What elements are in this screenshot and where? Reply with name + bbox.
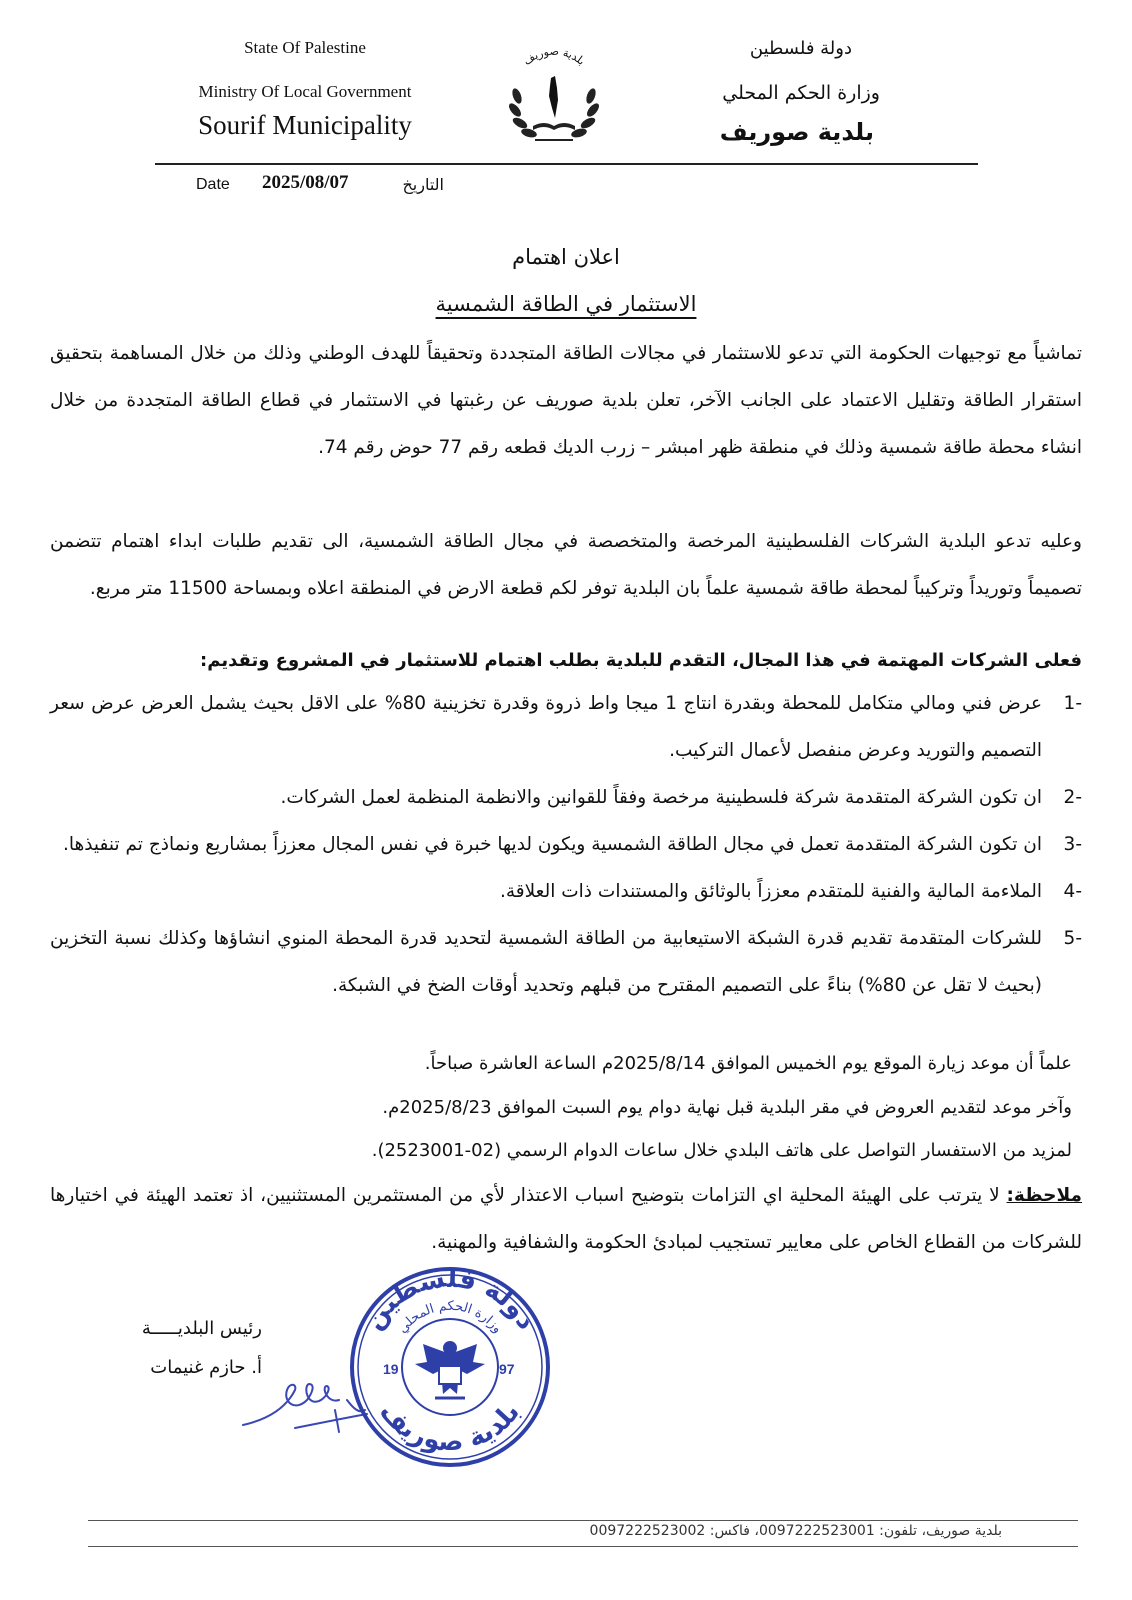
footer-contact: بلدية صوريف، تلفون: 0097222523001، فاكس: 0097222523002 (589, 1523, 1002, 1539)
header-divider (155, 163, 978, 165)
date-label-en: Date (196, 176, 230, 193)
item-number: -1 (1063, 693, 1082, 714)
intro-paragraph: تماشياً مع توجيهات الحكومة التي تدعو للاستثمار في مجالات الطاقة المتجددة وتحقيقاً للهدف الوطني وذلك من خلال المساهمة بتحقيق استقرار الطاقة وتقليل الاعتماد على الجانب الآخر، تعلن بلدية صوريف عن رغبتها في الاستثمار في قطاع الطاقة المتجددة من خلال انشاء محطة طاقة شمسية وذلك في منطقة ظهر امبشر – زرب الديك قطعه رقم 77 حوض رقم 74. (50, 343, 1082, 458)
signatory-title: رئيس البلديـــــة (141, 1318, 262, 1339)
remark-text: لا يترتب على الهيئة المحلية اي التزامات بتوضيح اسباب الاعتذار لأي من المستثمرين المستثنيين، اذ تعتمد الهيئة في اختيارها للشركات من القطاع الخاص على معايير تستجيب لمبادئ الحكومة والشفافية والمهنية. (50, 1185, 1082, 1253)
eagle-emblem-icon (415, 1341, 485, 1398)
item-text: عرض فني ومالي متكامل للمحطة وبقدرة انتاج 1 ميجا واط ذروة وقدرة تخزينية 80% على الاقل بحيث يشمل العرض عرض سعر التصميم والتوريد وعرض منفصل لأعمال التركيب. (50, 693, 1042, 761)
header-ar-ministry: وزارة الحكم المحلي (722, 82, 880, 104)
item-number: -2 (1063, 787, 1082, 808)
item-number: -3 (1063, 834, 1082, 855)
date-value: 2025/08/07 (262, 172, 349, 193)
invitation-paragraph: وعليه تدعو البلدية الشركات الفلسطينية المرخصة والمتخصصة في مجال الطاقة الشمسية، الى تقديم طلبات ابداء اهتمام تتضمن تصميماً وتوريداً وتركيباً لمحطة طاقة شمسية علماً بان البلدية توفر لكم قطعة الارض في المنطقة اعلاه وبمساحة 11500 متر مربع. (50, 531, 1082, 599)
stamp-year-right: 97 (499, 1361, 515, 1377)
item-text: للشركات المتقدمة تقديم قدرة الشبكة الاستيعابية من الطاقة الشمسية لتحديد قدرة المحطة المنوي انشاؤها وكذلك نسبة التخزين (بحيث لا تقل عن 80%) بناءً على التصميم المقترح من قبلهم وتحديد أوقات الضخ في الشبكة. (50, 928, 1042, 996)
footer-divider-bottom (88, 1546, 1078, 1547)
item-number: -4 (1063, 881, 1082, 902)
remark-label: ملاحظة: (1006, 1185, 1082, 1206)
list-item (50, 821, 1082, 868)
list-item (50, 680, 1082, 774)
list-item (50, 774, 1082, 821)
stamp-year-left: 19 (383, 1361, 399, 1377)
requirements-list (50, 680, 1082, 1009)
list-item (50, 915, 1082, 1009)
header-en-state: State Of Palestine (244, 38, 366, 57)
signatory-name: أ. حازم غنيمات (150, 1357, 262, 1378)
subtitle-text: الاستثمار في الطاقة الشمسية (435, 292, 697, 316)
date-label-ar: التاريخ (402, 175, 444, 194)
municipality-logo (495, 38, 613, 148)
stamp-inner-text: وزارة الحكم المحلي (395, 1298, 506, 1337)
remark-paragraph (50, 1172, 1082, 1266)
official-stamp (345, 1262, 555, 1472)
svg-text:بلدية صوريف (521, 45, 588, 68)
stamp-top-text: دولة فلسطين (358, 1263, 542, 1336)
deadline-note: وآخر موعد لتقديم العروض في مقر البلدية قبل نهاية دوام يوم السبت الموافق 2025/8/23م. (382, 1097, 1072, 1118)
announcement-subtitle (0, 292, 1132, 316)
announcement-title: اعلان اهتمام (512, 245, 620, 269)
header-en-ministry: Ministry Of Local Government (198, 82, 412, 101)
site-visit-note: علماً أن موعد زيارة الموقع يوم الخميس الموافق 2025/8/14م الساعة العاشرة صباحاً. (424, 1053, 1072, 1074)
logo-text: بلدية صوريف (520, 44, 588, 68)
item-text: ان تكون الشركة المتقدمة تعمل في مجال الطاقة الشمسية ويكون لديها خبرة في نفس المجال معززاً بمشاريع ونماذج تم تنفيذها. (62, 834, 1042, 855)
contact-note: لمزيد من الاستفسار التواصل على هاتف البلدي خلال ساعات الدوام الرسمي (02-2523001). (371, 1140, 1072, 1161)
call-to-companies: فعلى الشركات المهتمة في هذا المجال، التقدم للبلدية بطلب اهتمام للاستثمار في المشروع وتقديم: (200, 650, 1082, 671)
item-text: الملاءمة المالية والفنية للمتقدم معززاً بالوثائق والمستندات ذات العلاقة. (499, 881, 1042, 902)
header-en-municipality: Sourif Municipality (198, 110, 412, 140)
stamp-bottom-text: بلدية صوريف (373, 1396, 527, 1458)
header-ar-municipality: بلدية صوريف (719, 118, 874, 146)
header-ar-state: دولة فلسطين (749, 38, 852, 59)
item-number: -5 (1063, 928, 1082, 949)
footer-divider-top (88, 1520, 1078, 1521)
list-item (50, 868, 1082, 915)
item-text: ان تكون الشركة المتقدمة شركة فلسطينية مرخصة وفقاً للقوانين والانظمة المنظمة لعمل الشركات. (280, 787, 1042, 808)
